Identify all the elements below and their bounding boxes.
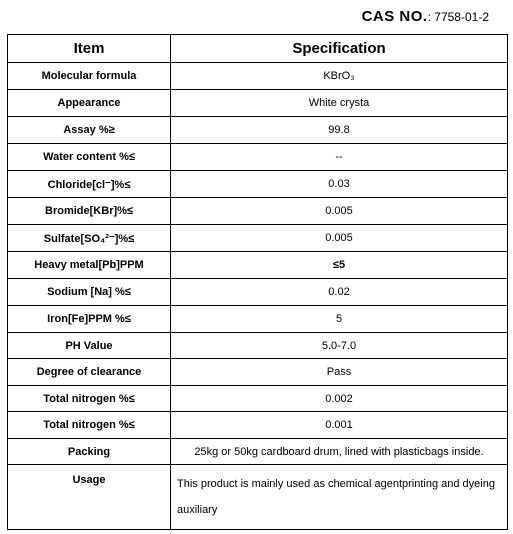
table-row — [8, 117, 508, 144]
table-row — [8, 144, 508, 171]
table-header-row — [8, 35, 508, 63]
row-item: Appearance — [8, 90, 171, 117]
table-row — [8, 90, 508, 117]
row-item: Chloride[cl⁻]%≤ — [8, 171, 171, 198]
row-item: Total nitrogen %≤ — [8, 412, 171, 439]
row-item: Sodium [Na] %≤ — [8, 279, 171, 306]
row-value: White crysta — [171, 90, 508, 117]
table-row — [8, 198, 508, 225]
table-row — [8, 225, 508, 252]
row-item: Degree of clearance — [8, 359, 171, 386]
row-value: 0.005 — [171, 225, 508, 252]
header-item: Item — [8, 35, 171, 63]
row-item: Water content %≤ — [8, 144, 171, 171]
row-item: Total nitrogen %≤ — [8, 386, 171, 412]
row-item: Packing — [8, 439, 171, 465]
table-row — [8, 386, 508, 412]
row-item: Iron[Fe]PPM %≤ — [8, 306, 171, 333]
row-item: Bromide[KBr]%≤ — [8, 198, 171, 225]
specification-table — [7, 34, 508, 530]
row-value: 0.005 — [171, 198, 508, 225]
row-item: Molecular formula — [8, 63, 171, 90]
row-item: Heavy metal[Pb]PPM — [8, 252, 171, 279]
row-value: 25kg or 50kg cardboard drum, lined with plasticbags inside. — [171, 439, 508, 465]
row-value: 0.002 — [171, 386, 508, 412]
row-value-usage: This product is mainly used as chemical agentprinting and dyeing auxiliary — [171, 465, 508, 530]
table-row — [8, 279, 508, 306]
row-value: 99.8 — [171, 117, 508, 144]
row-value: KBrO₃ — [171, 63, 508, 90]
row-item-usage: Usage — [8, 465, 171, 530]
table-row — [8, 252, 508, 279]
header-specification: Specification — [171, 35, 508, 63]
cas-label: CAS NO. — [361, 8, 428, 25]
row-value: 5.0-7.0 — [171, 333, 508, 359]
table-row — [8, 306, 508, 333]
cas-value: 7758-01-2 — [434, 10, 489, 24]
row-value: -- — [171, 144, 508, 171]
table-row — [8, 439, 508, 465]
row-value: ≤5 — [171, 252, 508, 279]
row-item: PH Value — [8, 333, 171, 359]
row-item: Sulfate[SO₄²⁻]%≤ — [8, 225, 171, 252]
table-row — [8, 171, 508, 198]
table-row — [8, 63, 508, 90]
table-row — [8, 412, 508, 439]
cas-number — [362, 8, 489, 25]
row-value: 0.02 — [171, 279, 508, 306]
row-value: 0.03 — [171, 171, 508, 198]
table-row — [8, 333, 508, 359]
table-row — [8, 359, 508, 386]
row-value: 0.001 — [171, 412, 508, 439]
table-row-usage — [8, 465, 508, 530]
row-item: Assay %≥ — [8, 117, 171, 144]
row-value: Pass — [171, 359, 508, 386]
row-value: 5 — [171, 306, 508, 333]
cas-colon: : — [427, 10, 431, 24]
